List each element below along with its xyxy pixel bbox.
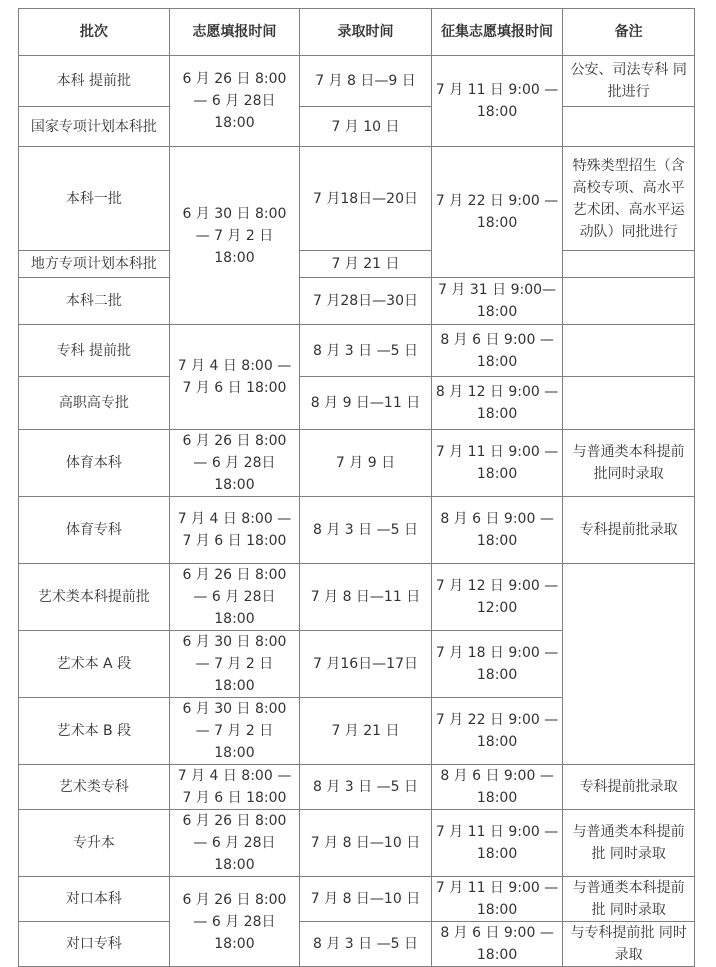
admit-time-cell: 8 月 9 日—11 日 — [300, 377, 432, 430]
batch-cell: 本科 提前批 — [19, 56, 170, 107]
table-row — [19, 497, 695, 564]
fill-time-cell: 6 月 30 日 8:00 — 7 月 2 日 18:00 — [169, 631, 300, 698]
collect-time-cell: 8 月 6 日 9:00 — 18:00 — [431, 765, 563, 810]
batch-cell: 专升本 — [19, 810, 170, 877]
collect-time-cell: 7 月 11 日 9:00 — 18:00 — [431, 877, 563, 922]
note-cell: 专科提前批录取 — [563, 497, 695, 564]
batch-cell: 体育专科 — [19, 497, 170, 564]
note-cell: 与普通类本科提前批 同时录取 — [563, 810, 695, 877]
note-cell — [563, 377, 695, 430]
batch-cell: 艺术类本科提前批 — [19, 564, 170, 631]
note-cell — [563, 325, 695, 377]
table-row — [19, 278, 695, 325]
batch-cell: 专科 提前批 — [19, 325, 170, 377]
fill-time-cell: 6 月 30 日 8:00 — 7 月 2 日 18:00 — [169, 698, 300, 765]
collect-time-cell: 8 月 6 日 9:00 — 18:00 — [431, 325, 563, 377]
header-fill-time: 志愿填报时间 — [169, 9, 300, 56]
note-cell — [563, 564, 695, 765]
batch-cell: 高职高专批 — [19, 377, 170, 430]
collect-time-cell: 8 月 6 日 9:00 — 18:00 — [431, 497, 563, 564]
admit-time-cell: 7 月 21 日 — [300, 698, 432, 765]
admit-time-cell: 7 月18日—20日 — [300, 147, 432, 251]
batch-cell: 对口专科 — [19, 922, 170, 967]
table-row — [19, 325, 695, 377]
note-cell: 特殊类型招生（含高校专项、高水平艺术团、高水平运动队）同批进行 — [563, 147, 695, 251]
fill-time-cell: 6 月 26 日 8:00 — 6 月 28日18:00 — [169, 564, 300, 631]
note-cell — [563, 278, 695, 325]
fill-time-cell: 6 月 26 日 8:00 — 6 月 28日18:00 — [169, 810, 300, 877]
batch-cell: 艺术类专科 — [19, 765, 170, 810]
batch-cell: 地方专项计划本科批 — [19, 251, 170, 278]
collect-time-cell: 7 月 11 日 9:00 — 18:00 — [431, 430, 563, 497]
header-collect-time: 征集志愿填报时间 — [431, 9, 563, 56]
note-cell: 与普通类本科提前批同时录取 — [563, 430, 695, 497]
note-cell: 与普通类本科提前批 同时录取 — [563, 877, 695, 922]
table-row — [19, 877, 695, 922]
collect-time-cell: 7 月 12 日 9:00 — 12:00 — [431, 564, 563, 631]
collect-time-cell: 8 月 6 日 9:00 — 18:00 — [431, 922, 563, 967]
table-row — [19, 107, 695, 147]
admission-schedule-table — [18, 8, 695, 967]
admit-time-cell: 8 月 3 日 —5 日 — [300, 922, 432, 967]
collect-time-cell: 7 月 18 日 9:00 — 18:00 — [431, 631, 563, 698]
admit-time-cell: 8 月 3 日 —5 日 — [300, 497, 432, 564]
collect-time-cell: 7 月 11 日 9:00 — 18:00 — [431, 810, 563, 877]
admit-time-cell: 7 月 8 日—10 日 — [300, 877, 432, 922]
fill-time-cell: 6 月 26 日 8:00 — 6 月 28日18:00 — [169, 430, 300, 497]
note-cell: 专科提前批录取 — [563, 765, 695, 810]
admit-time-cell: 7 月 10 日 — [300, 107, 432, 147]
batch-cell: 对口本科 — [19, 877, 170, 922]
admit-time-cell: 7 月 8 日—10 日 — [300, 810, 432, 877]
batch-cell: 国家专项计划本科批 — [19, 107, 170, 147]
note-cell — [563, 251, 695, 278]
fill-time-cell: 6 月 30 日 8:00 — 7 月 2 日 18:00 — [169, 147, 300, 325]
collect-time-cell: 7 月 11 日 9:00 — 18:00 — [431, 56, 563, 147]
fill-time-cell: 7 月 4 日 8:00 — 7 月 6 日 18:00 — [169, 497, 300, 564]
admit-time-cell: 7 月16日—17日 — [300, 631, 432, 698]
table-row — [19, 922, 695, 967]
batch-cell: 本科二批 — [19, 278, 170, 325]
table-row — [19, 810, 695, 877]
header-note: 备注 — [563, 9, 695, 56]
header-row — [19, 9, 695, 56]
fill-time-cell: 6 月 26 日 8:00 — 6 月 28日18:00 — [169, 56, 300, 147]
admit-time-cell: 7 月 8 日—11 日 — [300, 564, 432, 631]
header-admit-time: 录取时间 — [300, 9, 432, 56]
admit-time-cell: 7 月28日—30日 — [300, 278, 432, 325]
table-row — [19, 765, 695, 810]
table-row — [19, 564, 695, 631]
batch-cell: 本科一批 — [19, 147, 170, 251]
admit-time-cell: 7 月 8 日—9 日 — [300, 56, 432, 107]
collect-time-cell: 7 月 22 日 9:00 — 18:00 — [431, 698, 563, 765]
note-cell: 与专科提前批 同时录取 — [563, 922, 695, 967]
batch-cell: 体育本科 — [19, 430, 170, 497]
table-row — [19, 56, 695, 107]
table-row — [19, 377, 695, 430]
batch-cell: 艺术本 B 段 — [19, 698, 170, 765]
collect-time-cell: 7 月 22 日 9:00 — 18:00 — [431, 147, 563, 278]
admit-time-cell: 8 月 3 日 —5 日 — [300, 765, 432, 810]
table-row — [19, 251, 695, 278]
note-cell — [563, 107, 695, 147]
fill-time-cell: 7 月 4 日 8:00 — 7 月 6 日 18:00 — [169, 325, 300, 430]
batch-cell: 艺术本 A 段 — [19, 631, 170, 698]
note-cell: 公安、司法专科 同批进行 — [563, 56, 695, 107]
header-batch: 批次 — [19, 9, 170, 56]
fill-time-cell: 7 月 4 日 8:00 — 7 月 6 日 18:00 — [169, 765, 300, 810]
admit-time-cell: 7 月 9 日 — [300, 430, 432, 497]
fill-time-cell: 6 月 26 日 8:00 — 6 月 28日18:00 — [169, 877, 300, 967]
table-row — [19, 147, 695, 251]
collect-time-cell: 7 月 31 日 9:00—18:00 — [431, 278, 563, 325]
admit-time-cell: 8 月 3 日 —5 日 — [300, 325, 432, 377]
admit-time-cell: 7 月 21 日 — [300, 251, 432, 278]
collect-time-cell: 8 月 12 日 9:00 — 18:00 — [431, 377, 563, 430]
table-row — [19, 430, 695, 497]
